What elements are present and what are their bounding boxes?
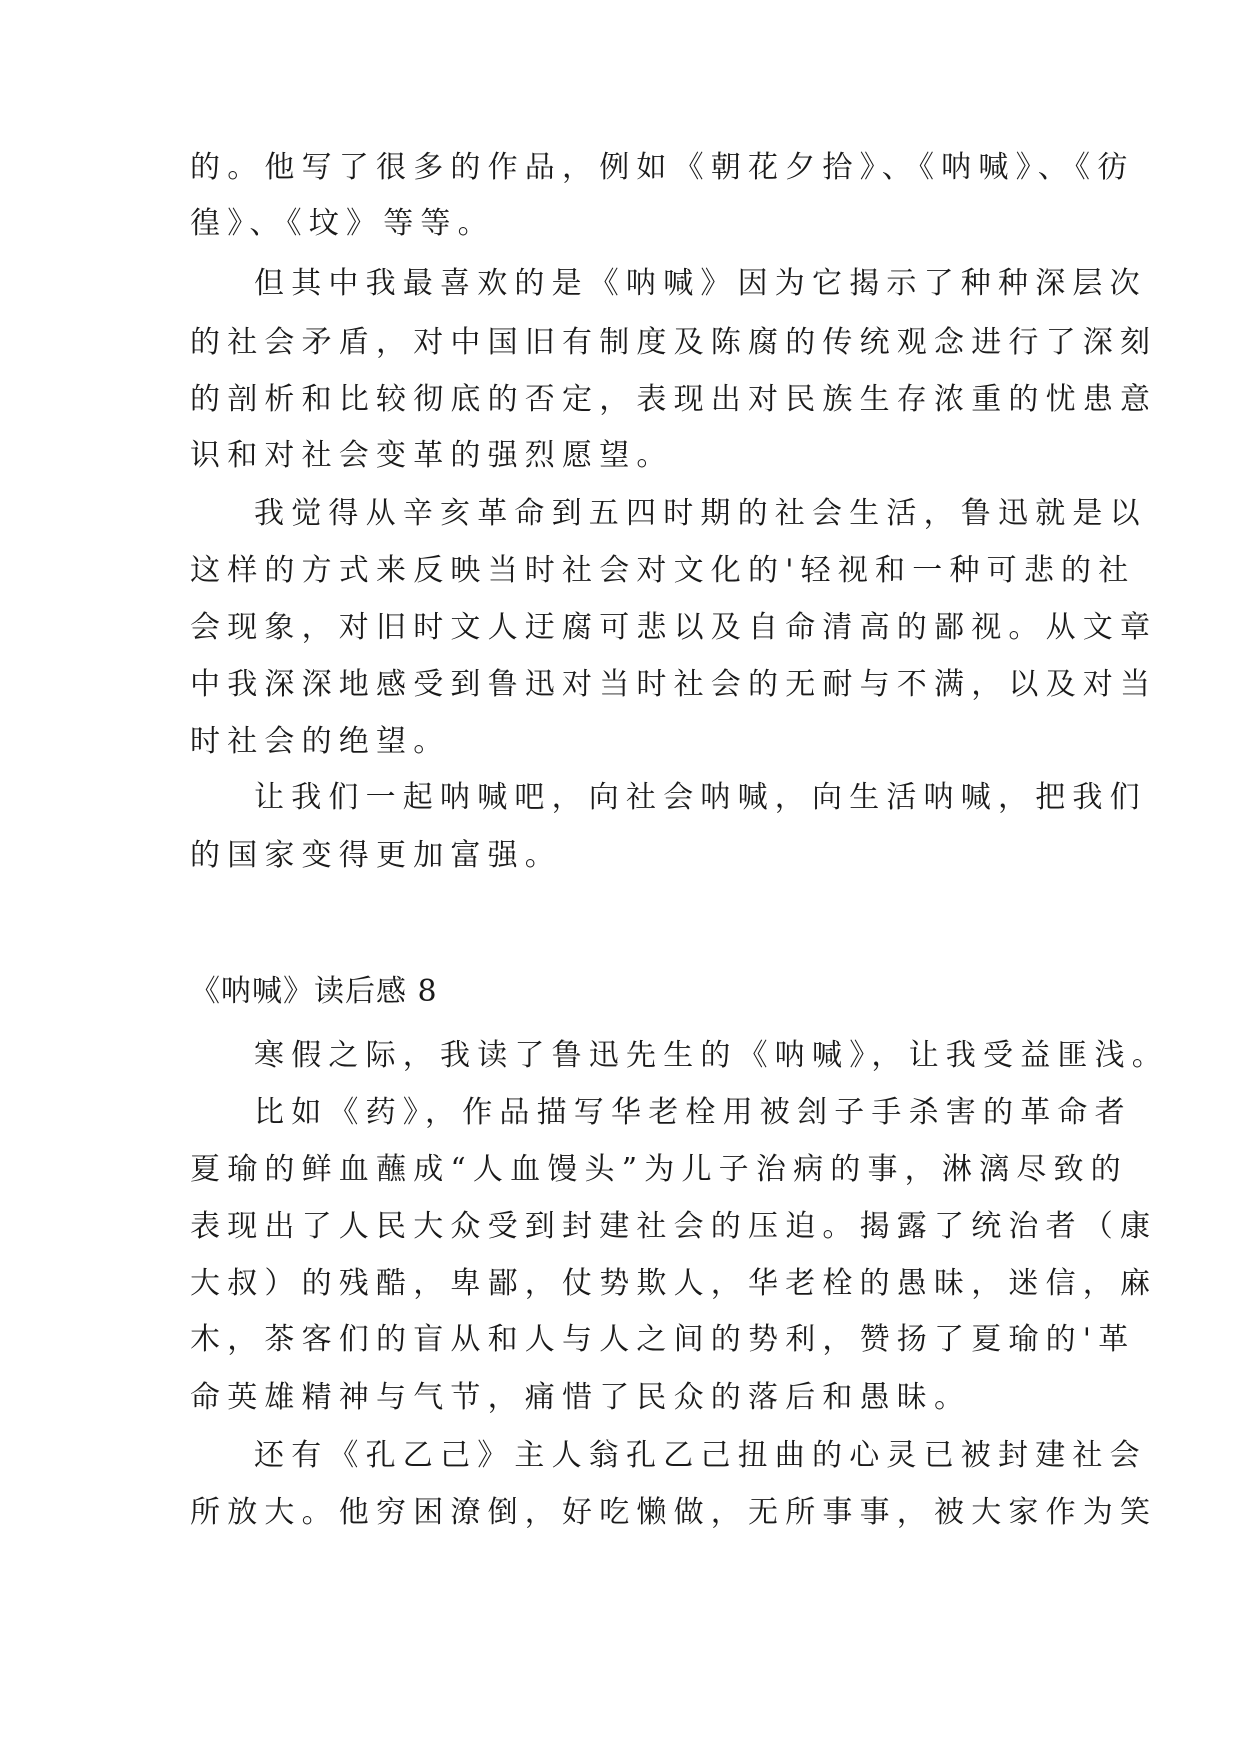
text-line: 大叔）的残酷，卑鄙，仗势欺人，华老栓的愚昧，迷信，麻	[190, 1266, 1158, 1301]
paragraph-first-line: 但其中我最喜欢的是《呐喊》因为它揭示了种种深层次	[254, 266, 1147, 301]
text-line: 识和对社会变革的强烈愿望。	[190, 438, 674, 473]
text-line: 木，茶客们的盲从和人与人之间的势利，赞扬了夏瑜的'革	[190, 1322, 1136, 1357]
text-line: 表现出了人民大众受到封建社会的压迫。揭露了统治者（康	[190, 1209, 1158, 1244]
text-line: 的。他写了很多的作品，例如《朝花夕拾》、《呐喊》、《彷	[190, 150, 1135, 185]
text-line: 徨》、《坟》等等。	[190, 206, 495, 241]
text-line: 的剖析和比较彻底的否定，表现出对民族生存浓重的忧患意	[190, 382, 1158, 417]
text-line: 命英雄精神与气节，痛惜了民众的落后和愚昧。	[190, 1380, 972, 1415]
text-line: 中我深深地感受到鲁迅对当时社会的无耐与不满，以及对当	[190, 667, 1158, 702]
text-line: 这样的方式来反映当时社会对文化的'轻视和一种可悲的社	[190, 553, 1136, 588]
paragraph-first-line: 我觉得从辛亥革命到五四时期的社会生活，鲁迅就是以	[254, 496, 1147, 531]
text-line: 所放大。他穷困潦倒，好吃懒做，无所事事，被大家作为笑	[190, 1495, 1158, 1530]
paragraph-first-line: 寒假之际，我读了鲁迅先生的《呐喊》，让我受益匪浅。	[254, 1038, 1169, 1073]
paragraph-first-line: 还有《孔乙己》主人翁孔乙己扭曲的心灵已被封建社会	[254, 1438, 1147, 1473]
text-line: 夏瑜的鲜血蘸成“人血馒头”为儿子治病的事，淋漓尽致的	[190, 1152, 1128, 1187]
section-heading: 《呐喊》读后感 8	[190, 974, 438, 1009]
text-line: 的国家变得更加富强。	[190, 838, 562, 873]
text-line: 的社会矛盾，对中国旧有制度及陈腐的传统观念进行了深刻	[190, 325, 1158, 360]
text-line: 会现象，对旧时文人迂腐可悲以及自命清高的鄙视。从文章	[190, 610, 1158, 645]
paragraph-first-line: 让我们一起呐喊吧，向社会呐喊，向生活呐喊，把我们	[254, 780, 1147, 815]
text-line: 时社会的绝望。	[190, 724, 451, 759]
paragraph-first-line: 比如《药》，作品描写华老栓用被刽子手杀害的革命者	[254, 1095, 1132, 1130]
